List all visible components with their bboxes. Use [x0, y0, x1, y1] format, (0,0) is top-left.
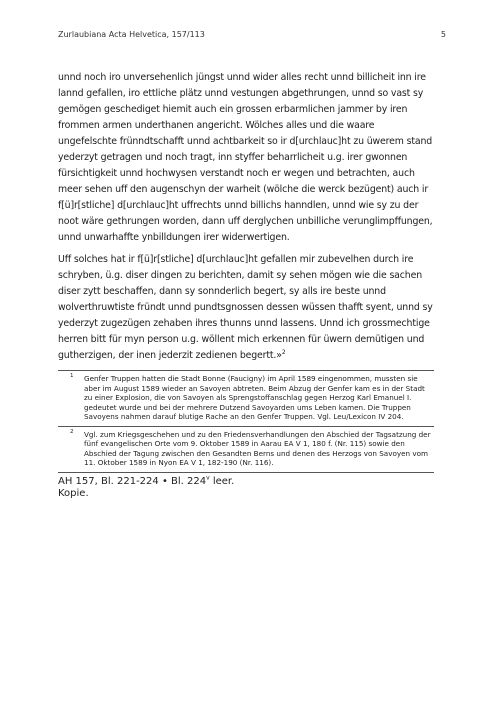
- footnote-1: [58, 370, 434, 426]
- footnote-divider: [58, 472, 434, 473]
- paragraph-2: [58, 252, 436, 364]
- footnote-text: Vgl. zum Kriegsgeschehen und zu den Friedensverhandlungen den Abschied der Tagsatzung der fünf evangelischen Orte vom 9. Oktober 1589 in Aarau EA V 1, 180 f. (Nr. 115) sowie den Abschied der Tagung zwischen den Gesandten Berns und denen des Herzogs von Savoyen vom 11. Oktober 1589 in Nyon EA V 1, 182-190 (Nr. 116).: [84, 429, 431, 467]
- source-type: Kopie.: [58, 488, 89, 499]
- page-number: 5: [440, 30, 446, 39]
- source-note: [58, 476, 434, 501]
- footnote-number: 2: [70, 428, 74, 435]
- verso-mark: v: [206, 474, 210, 482]
- paragraph-2-text: Uff solches hat ir f[ü]r[stliche] d[urchlauc]ht gefallen mir zubevelhen durch ire schryben, ü.g. diser dingen zu berichten, damit sy sehen mögen wie die sachen diser zytt beschaffen, dann sy sonnderlich begert, sy alls ire beste unnd wolverthruwtiste fründt unnd pundtsgnossen dessen wüssen thafft syent, unnd sy yederzyt zugezügen zehaben ihres thunns unnd lassens. Unnd ich grossmechtige herren bitt für myn person u.g. wöllent mich erkennen für üwern demütigen und gutherzigen, der inen jederzit zedienen begertt.»: [58, 254, 433, 361]
- footnote-text: Genfer Truppen hatten die Stadt Bonne (Faucigny) im April 1589 eingenommen, mussten sie aber im August 1589 wieder an Savoyen abtreten. Beim Abzug der Genfer kam es in der Stadt zu einer Explosion, die von Savoyen als Sprengstoffanschlag gegen Herzog Karl Emanuel I. gedeutet wurde und bei der mehrere Dutzend Savoyarden ums Leben kamen. Die Truppen Savoyens nahmen darauf blutige Rache an den Genfer Truppen. Vgl. Leu/Lexicon IV 204.: [84, 374, 425, 421]
- paragraph-1-text: unnd noch iro unversehenlich jüngst unnd wider alles recht unnd billicheit inn ire lannd gefallen, iro ettliche plätz unnd vestungen abgethrungen, unnd so vast sy gemögen geschediget hiemit auch ein grossen erbarmlichen jammer by iren frommen armen underthanen angericht. Wölches alles und die waare ungefelschte frünndtschafft unnd achtbarkeit so ir d[urchlauc]ht zu üwerem stand yederzyt getragen und noch tragt, inn styffer beharrlicheit u.g. irer gwonnen fürsichtigkeit unnd hochwysen verstandt noch er wegen und betrachten, auch meer sehen uff den augenschyn der warheit (wölche die werck bezügent) auch ir f[ü]r[stliche] d[urchlauc]ht uffrechts unnd billichs hanndlen, unnd wie sy zu der noot wäre gethrungen worden, dann uff derglychen unbilliche verunglimpffungen, unnd unwarhaffte ynbilldungen irer widerwertigen.: [58, 72, 433, 243]
- running-title: Zurlaubiana Acta Helvetica, 157/113: [58, 30, 205, 39]
- source-reference-start: AH 157, Bl. 221-224 • Bl. 224: [58, 475, 207, 487]
- paragraph-1: [58, 70, 436, 246]
- footnotes: [58, 370, 434, 501]
- main-text: [58, 70, 436, 370]
- footnote-number: 1: [70, 373, 74, 379]
- footnote-2: [58, 426, 434, 472]
- page-header: [58, 30, 446, 44]
- footnote-reference-2[interactable]: 2: [281, 348, 286, 356]
- source-reference: [58, 476, 434, 489]
- source-reference-end: leer.: [209, 475, 235, 487]
